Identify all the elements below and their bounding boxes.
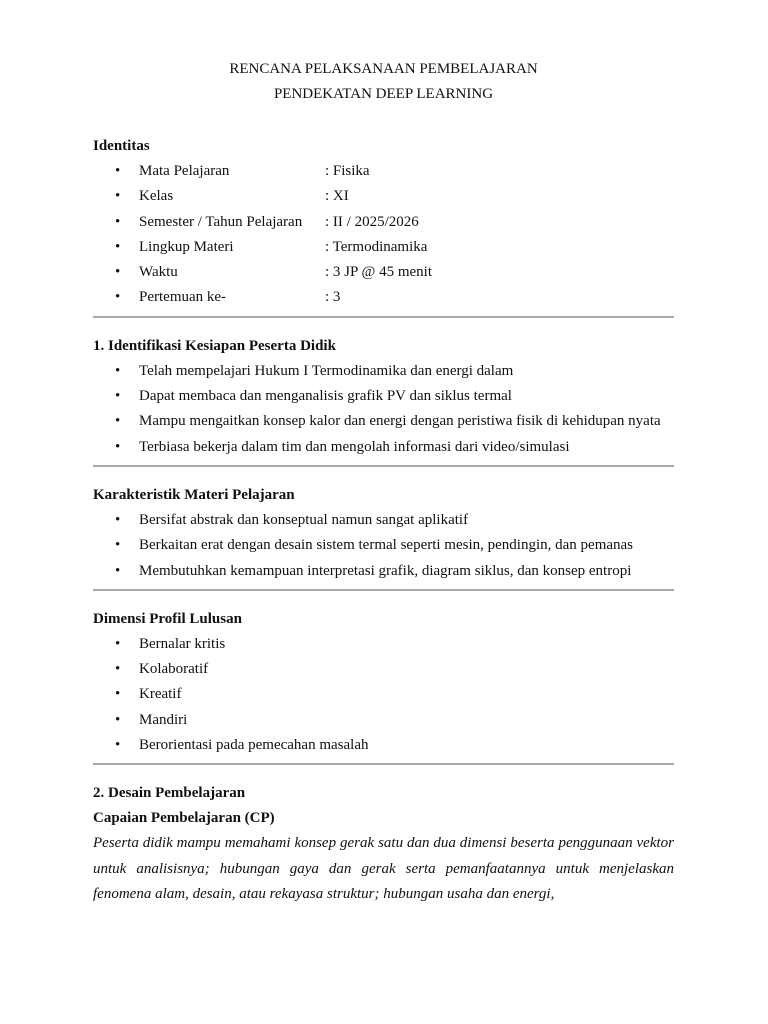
kesiapan-list [93,359,674,460]
list-item: • Mandiri [115,711,188,728]
list-item: • Membutuhkan kemampuan interpretasi grafik, diagram siklus, dan konsep entropi [115,562,632,579]
kesiapan-heading: 1. Identifikasi Kesiapan Peserta Didik [93,337,336,354]
list-item: • Berorientasi pada pemecahan masalah [115,737,369,754]
list-item: • Berkaitan erat dengan desain sistem termal seperti mesin, pendingin, dan pemanas [115,537,634,554]
list-item: • Kelas : XI [115,188,349,205]
cp-heading: Capaian Pembelajaran (CP) [93,810,275,827]
cp-paragraph: Peserta didik mampu memahami konsep gerak satu dan dua dimensi beserta penggunaan vektor untuk analisisnya; hubungan gaya dan gerak serta pemanfaatannya untuk menjelaskan fenomena alam, desain, atau rekayasa struktur; hubungan usaha dan energi, [93,835,674,903]
dimensi-list [93,632,674,758]
list-item: • Waktu : 3 JP @ 45 menit [115,264,433,281]
desain-heading: 2. Desain Pembelajaran [93,785,246,802]
list-item: • Semester / Tahun Pelajaran : II / 2025/2026 [115,213,419,230]
list-item: • Telah mempelajari Hukum I Termodinamika dan energi dalam [115,362,514,379]
list-item: • Mampu mengaitkan konsep kalor dan energi dengan peristiwa fisik di kehidupan nyata [115,413,661,430]
document-title: RENCANA PELAKSANAAN PEMBELAJARAN [229,61,538,77]
list-item: • Terbiasa bekerja dalam tim dan mengolah informasi dari video/simulasi [115,438,570,455]
list-item: • Kolaboratif [115,661,209,678]
karakteristik-list [93,508,674,584]
dimensi-heading: Dimensi Profil Lulusan [93,610,242,627]
karakteristik-heading: Karakteristik Materi Pelajaran [93,486,295,503]
identitas-heading: Identitas [93,138,150,154]
list-item: • Pertemuan ke- : 3 [115,289,341,306]
identitas-list [93,159,674,311]
list-item: • Bersifat abstrak dan konseptual namun sangat aplikatif [115,511,469,528]
list-item: • Lingkup Materi : Termodinamika [115,238,428,255]
document-subtitle: PENDEKATAN DEEP LEARNING [273,86,494,102]
list-item: • Bernalar kritis [115,635,226,652]
list-item: • Mata Pelajaran : Fisika [115,163,370,179]
list-item: • Dapat membaca dan menganalisis grafik PV dan siklus termal [115,388,512,405]
list-item: • Kreatif [115,686,182,703]
